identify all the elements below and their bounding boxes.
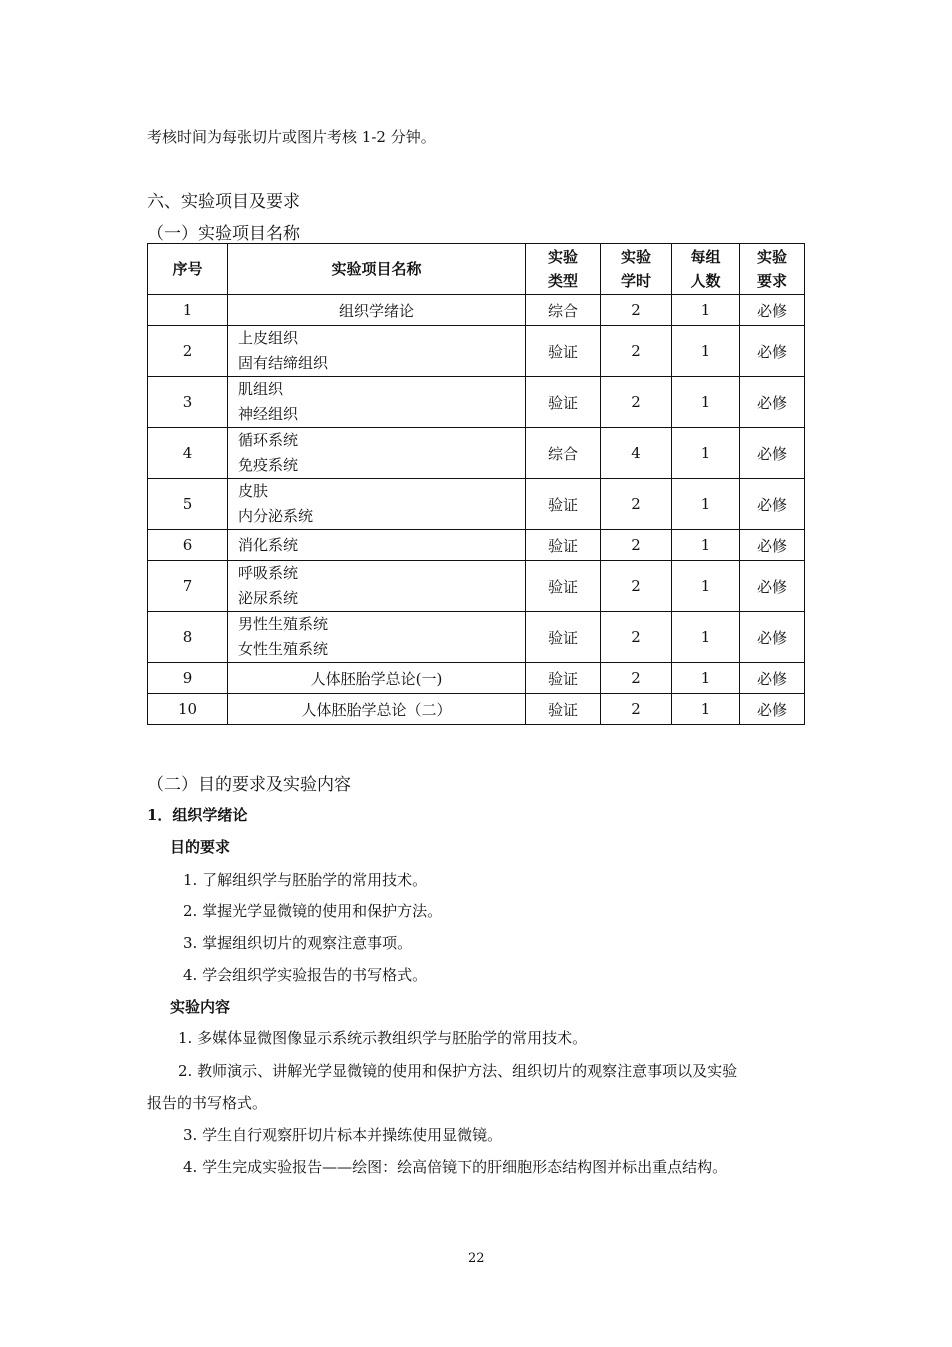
cell-requirement: 必修: [740, 612, 805, 663]
cell-hours: 2: [601, 377, 672, 428]
cell-requirement: 必修: [740, 295, 805, 326]
cell-hours: 4: [601, 428, 672, 479]
cell-requirement: 必修: [740, 530, 805, 561]
content-item: 4. 学生完成实验报告——绘图：绘高倍镜下的肝细胞形态结构图并标出重点结构。: [183, 1158, 728, 1176]
cell-name: 上皮组织 固有结缔组织: [228, 326, 526, 377]
cell-requirement: 必修: [740, 561, 805, 612]
cell-name: 皮肤 内分泌系统: [228, 479, 526, 530]
purpose-item: 3. 掌握组织切片的观察注意事项。: [183, 934, 413, 952]
cell-group: 1: [672, 479, 740, 530]
intro-line: 考核时间为每张切片或图片考核 1-2 分钟。: [147, 128, 436, 146]
cell-hours: 2: [601, 612, 672, 663]
cell-group: 1: [672, 694, 740, 725]
table-header-row: [148, 244, 805, 295]
section-title: 六、实验项目及要求: [147, 192, 300, 212]
cell-name: 人体胚胎学总论(一): [228, 663, 526, 694]
cell-requirement: 必修: [740, 377, 805, 428]
header-group: 每组 人数: [672, 244, 740, 295]
cell-hours: 2: [601, 295, 672, 326]
purpose-item: 1. 了解组织学与胚胎学的常用技术。: [183, 871, 428, 889]
cell-requirement: 必修: [740, 428, 805, 479]
cell-name: 消化系统: [228, 530, 526, 561]
table-row: [148, 377, 805, 428]
cell-name: 呼吸系统 泌尿系统: [228, 561, 526, 612]
cell-index: 5: [148, 479, 228, 530]
cell-group: 1: [672, 530, 740, 561]
cell-type: 验证: [526, 561, 601, 612]
cell-group: 1: [672, 295, 740, 326]
cell-index: 2: [148, 326, 228, 377]
cell-name: 男性生殖系统 女性生殖系统: [228, 612, 526, 663]
content-item: 2. 教师演示、讲解光学显微镜的使用和保护方法、组织切片的观察注意事项以及实验: [178, 1062, 738, 1080]
content-item-continuation: 报告的书写格式。: [147, 1094, 268, 1112]
table-row: [148, 561, 805, 612]
table-row: [148, 530, 805, 561]
cell-group: 1: [672, 561, 740, 612]
header-type: 实验 类型: [526, 244, 601, 295]
cell-type: 验证: [526, 479, 601, 530]
cell-group: 1: [672, 612, 740, 663]
table-row: [148, 479, 805, 530]
cell-type: 综合: [526, 295, 601, 326]
cell-index: 10: [148, 694, 228, 725]
content-title: 实验内容: [170, 998, 231, 1016]
content-item: 3. 学生自行观察肝切片标本并操练使用显微镜。: [183, 1126, 503, 1144]
experiment-table: [147, 243, 805, 725]
cell-group: 1: [672, 377, 740, 428]
subsection-title-project-names: （一）实验项目名称: [147, 224, 300, 244]
cell-hours: 2: [601, 530, 672, 561]
table-row: [148, 663, 805, 694]
cell-hours: 2: [601, 326, 672, 377]
cell-index: 6: [148, 530, 228, 561]
cell-index: 3: [148, 377, 228, 428]
cell-hours: 2: [601, 479, 672, 530]
cell-type: 验证: [526, 326, 601, 377]
purpose-item: 2. 掌握光学显微镜的使用和保护方法。: [183, 902, 443, 920]
purpose-item: 4. 学会组织学实验报告的书写格式。: [183, 966, 428, 984]
subsection-title-purpose-content: （二）目的要求及实验内容: [147, 775, 351, 795]
cell-group: 1: [672, 326, 740, 377]
cell-index: 7: [148, 561, 228, 612]
header-requirement: 实验 要求: [740, 244, 805, 295]
table-row: [148, 694, 805, 725]
table-row: [148, 428, 805, 479]
cell-requirement: 必修: [740, 326, 805, 377]
cell-group: 1: [672, 428, 740, 479]
header-hours: 实验 学时: [601, 244, 672, 295]
cell-hours: 2: [601, 561, 672, 612]
content-item: 1. 多媒体显微图像显示系统示教组织学与胚胎学的常用技术。: [178, 1029, 588, 1047]
cell-hours: 2: [601, 663, 672, 694]
cell-name: 人体胚胎学总论（二）: [228, 694, 526, 725]
purpose-title: 目的要求: [170, 838, 231, 856]
header-index: 序号: [148, 244, 228, 295]
cell-hours: 2: [601, 694, 672, 725]
cell-index: 1: [148, 295, 228, 326]
cell-name: 组织学绪论: [228, 295, 526, 326]
cell-name: 循环系统 免疫系统: [228, 428, 526, 479]
cell-name: 肌组织 神经组织: [228, 377, 526, 428]
cell-requirement: 必修: [740, 694, 805, 725]
cell-requirement: 必修: [740, 479, 805, 530]
cell-index: 9: [148, 663, 228, 694]
page-number: 22: [468, 1251, 485, 1266]
cell-group: 1: [672, 663, 740, 694]
item-title: 1．组织学绪论: [147, 806, 248, 824]
cell-type: 验证: [526, 612, 601, 663]
cell-type: 综合: [526, 428, 601, 479]
table-row: [148, 295, 805, 326]
header-name: 实验项目名称: [228, 244, 526, 295]
cell-type: 验证: [526, 663, 601, 694]
cell-requirement: 必修: [740, 663, 805, 694]
table-row: [148, 612, 805, 663]
table-row: [148, 326, 805, 377]
cell-type: 验证: [526, 694, 601, 725]
cell-index: 4: [148, 428, 228, 479]
cell-index: 8: [148, 612, 228, 663]
cell-type: 验证: [526, 530, 601, 561]
cell-type: 验证: [526, 377, 601, 428]
